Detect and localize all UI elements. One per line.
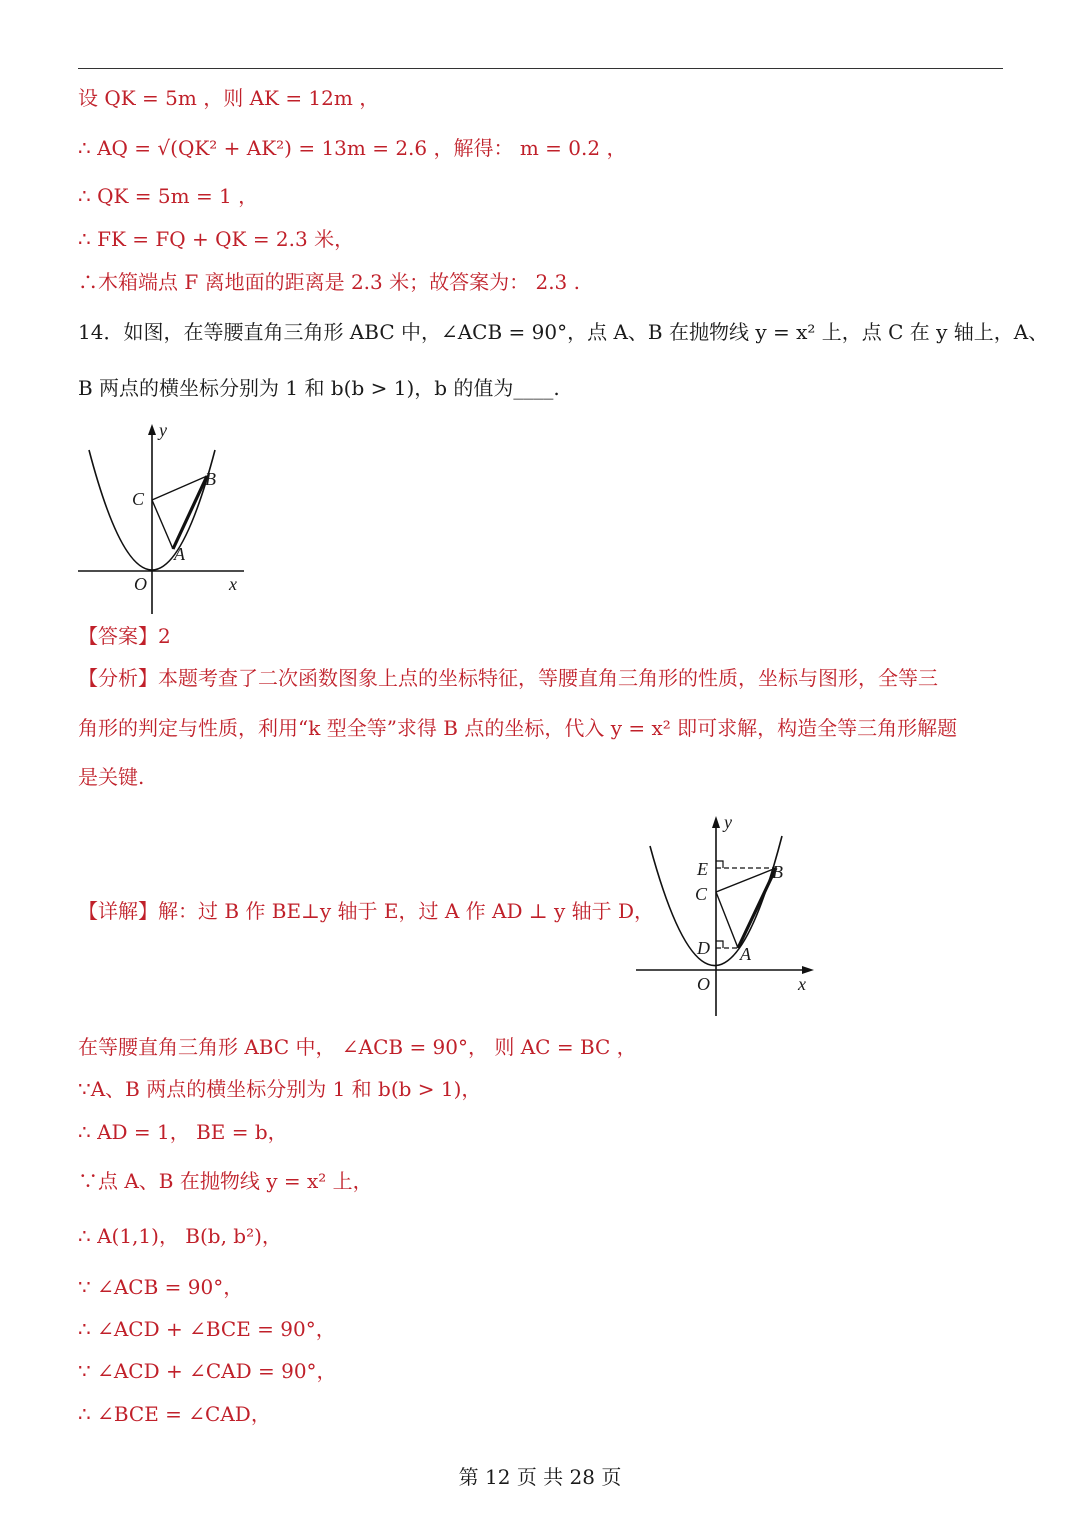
step-4: ∵点 A、B 在抛物线 y = x² 上，: [78, 1169, 373, 1193]
question-line-2: B 两点的横坐标分别为 1 和 b(b > 1)，b 的值为____.: [78, 376, 560, 400]
label-x: x: [798, 974, 806, 994]
step-8: ∵ ∠ACD + ∠CAD = 90°，: [78, 1359, 337, 1383]
label-o: O: [134, 574, 147, 594]
segment-ca: [152, 500, 173, 549]
step-7: ∴ ∠ACD + ∠BCE = 90°，: [78, 1317, 336, 1341]
label-d: D: [697, 938, 710, 958]
detail-label: 【详解】: [78, 899, 158, 923]
solution-line-1: 设 QK = 5m ，则 AK = 12m ，: [78, 86, 380, 110]
header-rule: [78, 68, 1003, 69]
step-2: ∵A、B 两点的横坐标分别为 1 和 b(b > 1)，: [78, 1077, 482, 1101]
label-x: x: [229, 574, 237, 594]
analysis-text-1: 本题考查了二次函数图象上点的坐标特征，等腰直角三角形的性质，坐标与图形，全等三: [158, 666, 938, 690]
solution-line-5: ∴木箱端点 F 离地面的距离是 2.3 米；故答案为： 2.3 .: [78, 270, 580, 294]
right-angle-e: [716, 861, 723, 868]
label-b: B: [772, 862, 783, 882]
solution-line-2: ∴ AQ = √(QK² + AK²) = 13m = 2.6 ，解得： m = 0.2 ，: [78, 136, 627, 160]
answer-label: 【答案】: [78, 624, 158, 648]
label-c: C: [695, 884, 708, 904]
detail-line: [78, 897, 654, 925]
step-1: 在等腰直角三角形 ABC 中， ∠ACB = 90°， 则 AC = BC ，: [78, 1035, 637, 1059]
analysis-label: 【分析】: [78, 666, 158, 690]
label-e: E: [697, 859, 708, 879]
analysis-line-1: [78, 664, 938, 692]
figure-parabola-1: [74, 418, 254, 618]
question-line-1: 14．如图，在等腰直角三角形 ABC 中，∠ACB = 90°，点 A、B 在抛物线 y = x² 上，点 C 在 y 轴上，A、: [78, 320, 1049, 344]
label-y: y: [724, 812, 732, 832]
step-6: ∵ ∠ACB = 90°，: [78, 1275, 244, 1299]
label-a: A: [174, 544, 185, 564]
y-axis-arrow-icon: [148, 424, 156, 435]
solution-line-3: ∴ QK = 5m = 1 ，: [78, 184, 259, 208]
step-3: ∴ AD = 1， BE = b，: [78, 1120, 288, 1144]
label-c: C: [132, 489, 145, 509]
label-y: y: [159, 420, 167, 440]
label-b: B: [205, 469, 216, 489]
figure-parabola-2: [630, 808, 830, 1023]
analysis-line-3: 是关键.: [78, 765, 145, 789]
y-axis-arrow-icon: [712, 816, 720, 828]
detail-text: 解：过 B 作 BE⊥y 轴于 E，过 A 作 AD ⊥ y 轴于 D，: [158, 899, 655, 923]
label-o: O: [697, 974, 710, 994]
x-axis-arrow-icon: [802, 966, 814, 974]
segment-ca: [716, 892, 738, 948]
step-5: ∴ A(1,1)， B(b, b²)，: [78, 1224, 282, 1248]
page-footer: 第 12 页 共 28 页: [458, 1465, 622, 1489]
segment-ab: [738, 868, 776, 948]
step-9: ∴ ∠BCE = ∠CAD，: [78, 1402, 271, 1426]
solution-line-4: ∴ FK = FQ + QK = 2.3 米，: [78, 227, 355, 251]
segment-ab: [173, 476, 207, 549]
right-angle-d: [716, 941, 723, 948]
label-a: A: [740, 944, 751, 964]
answer-line: [78, 622, 171, 650]
analysis-line-2: 角形的判定与性质，利用“k 型全等”求得 B 点的坐标，代入 y = x² 即可求解，构造全等三角形解题: [78, 716, 958, 740]
answer-value: 2: [158, 624, 171, 648]
